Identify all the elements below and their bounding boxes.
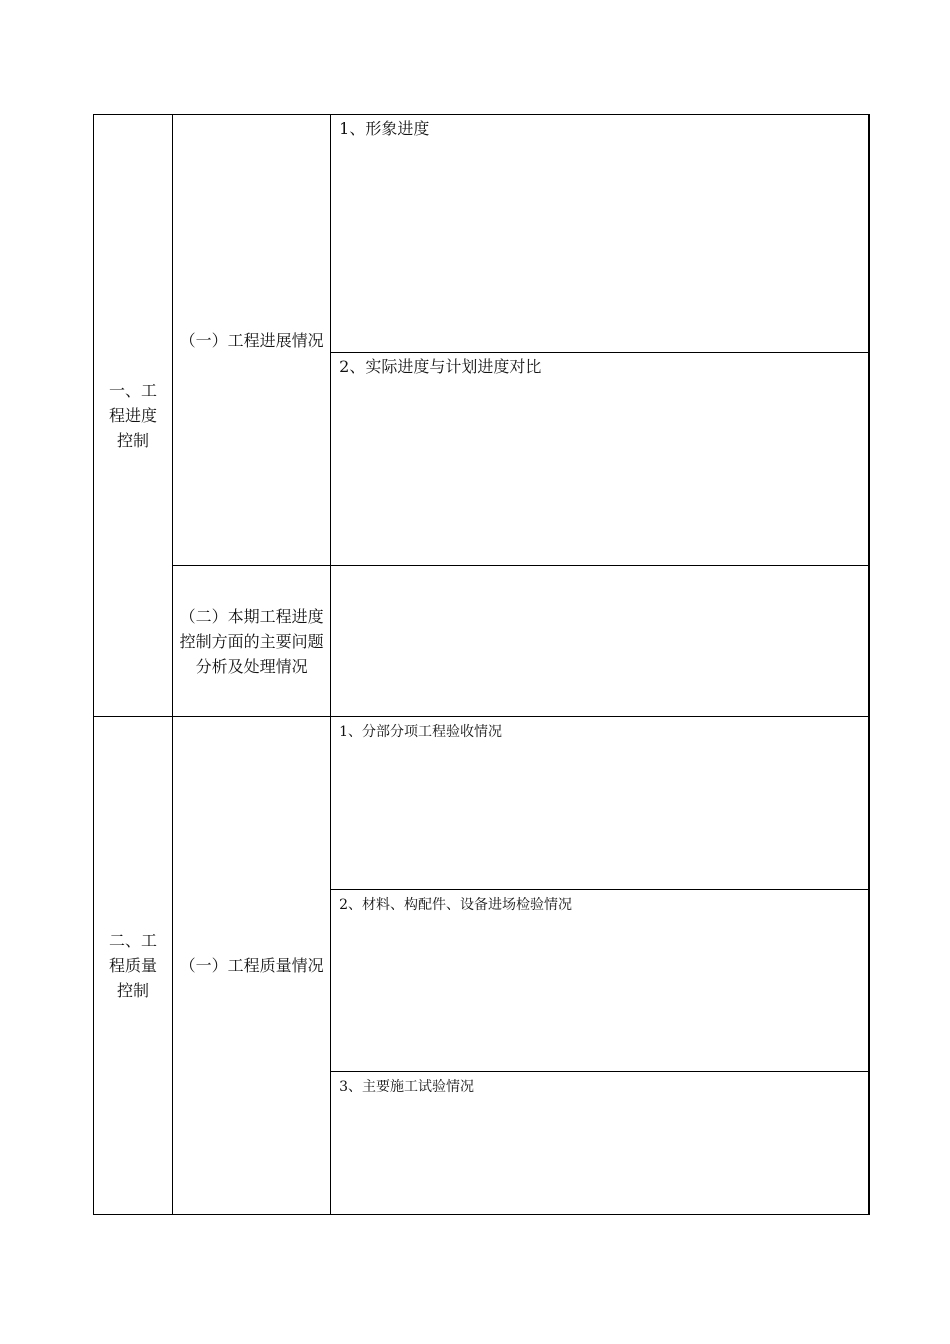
item-image-progress[interactable]: 1、形象进度 [331,115,869,353]
group-quality-status-label: （一）工程质量情况 [173,717,331,1215]
item-progress-issues-content[interactable] [331,566,869,717]
item-construction-tests[interactable]: 3、主要施工试验情况 [331,1072,869,1215]
group-progress-status-label: （一）工程进展情况 [173,115,331,566]
group-progress-issues-label: （二）本期工程进度控制方面的主要问题分析及处理情况 [173,566,331,717]
table-row [94,115,870,353]
table-row [94,566,870,717]
supervision-report-table [93,114,870,1215]
item-materials-inspection[interactable]: 2、材料、构配件、设备进场检验情况 [331,890,869,1072]
item-subproject-acceptance[interactable]: 1、分部分项工程验收情况 [331,717,869,890]
section-quality-control-label: 二、工程质量控制 [94,717,173,1215]
item-actual-vs-plan[interactable]: 2、实际进度与计划进度对比 [331,353,869,566]
section-progress-control-label: 一、工程进度控制 [94,115,173,717]
table-row [94,717,870,890]
